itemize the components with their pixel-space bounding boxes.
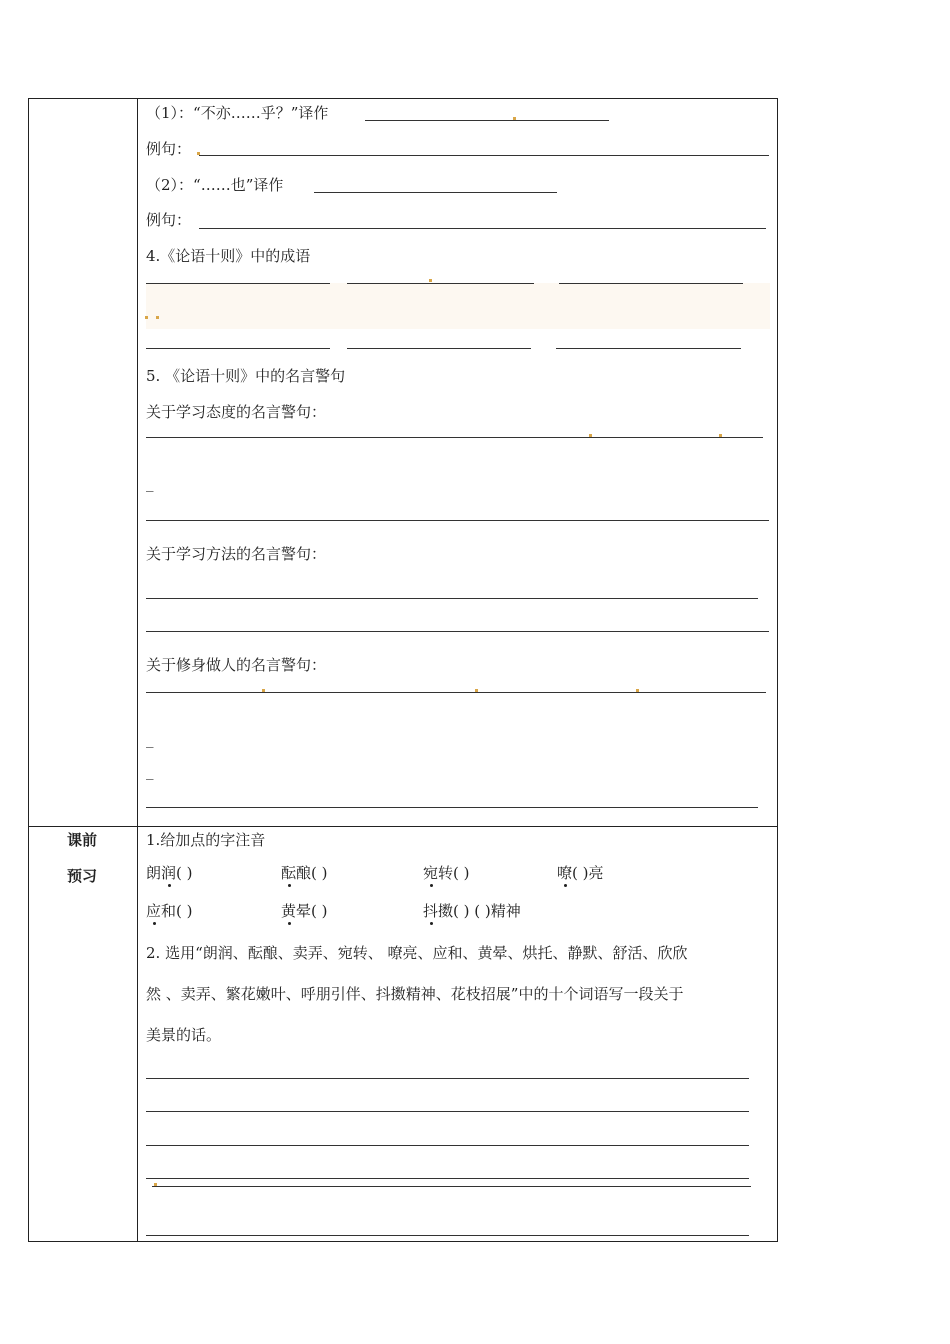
idiom-line[interactable] [559, 283, 743, 284]
highlight-band [146, 283, 770, 329]
q1-label: （1）：“不亦……乎？”译作 [146, 104, 329, 122]
row-label-preview-2: 预习 [67, 867, 98, 885]
mark [636, 689, 639, 692]
item5-heading: 5. 《论语十则》中的名言警句 [146, 367, 346, 385]
column-divider [137, 98, 138, 1242]
pinyin-item: 应和( ) [146, 902, 193, 920]
writing-question-line3: 美景的话。 [146, 1026, 222, 1044]
idiom-line[interactable] [556, 348, 741, 349]
q2-label: （2）：“……也”译作 [146, 176, 284, 194]
character-label: 关于修身做人的名言警句： [146, 656, 327, 674]
mark [513, 117, 516, 120]
idiom-line[interactable] [347, 348, 531, 349]
answer-line[interactable] [146, 598, 758, 599]
example-label: 例句： [146, 140, 192, 158]
item4-heading: 4.《论语十则》中的成语 [146, 247, 311, 265]
method-label: 关于学习方法的名言警句： [146, 545, 327, 563]
answer-line[interactable] [146, 520, 769, 521]
stray-mark: _ [146, 762, 154, 780]
writing-line[interactable] [146, 1111, 749, 1112]
writing-line[interactable] [146, 1178, 749, 1179]
writing-line[interactable] [146, 1078, 749, 1079]
pinyin-item: 黄晕( ) [281, 902, 328, 920]
stray-mark: _ [146, 730, 154, 748]
mark [589, 434, 592, 437]
attitude-label: 关于学习态度的名言警句： [146, 403, 327, 421]
writing-question-line1: 2. 选用“朗润、酝酿、卖弄、宛转、 嘹亮、应和、黄晕、烘托、静默、舒活、欣欣 [146, 944, 688, 962]
pinyin-item: 酝酿( ) [281, 864, 328, 882]
writing-line[interactable] [146, 1235, 749, 1236]
answer-line[interactable] [146, 807, 758, 808]
answer-line[interactable] [146, 437, 763, 438]
answer-line[interactable] [365, 120, 609, 121]
idiom-line[interactable] [146, 283, 330, 284]
idiom-line[interactable] [146, 348, 330, 349]
mark [429, 279, 432, 282]
writing-line[interactable] [152, 1186, 751, 1187]
answer-line[interactable] [146, 692, 766, 693]
writing-question-line2: 然 、卖弄、繁花嫩叶、呼朋引伴、抖擞精神、花枝招展”中的十个词语写一段关于 [146, 985, 684, 1003]
mark [719, 434, 722, 437]
row-divider [28, 826, 778, 827]
answer-line[interactable] [199, 228, 766, 229]
answer-line[interactable] [146, 631, 769, 632]
mark [156, 316, 159, 319]
pinyin-item: 宛转( ) [423, 864, 470, 882]
row-label-preview-1: 课前 [67, 831, 98, 849]
example-label: 例句： [146, 211, 192, 229]
idiom-line[interactable] [347, 283, 534, 284]
pinyin-question: 1.给加点的字注音 [146, 831, 266, 849]
writing-line[interactable] [146, 1145, 749, 1146]
pinyin-item: 抖擞( ) ( )精神 [423, 902, 521, 920]
answer-line[interactable] [314, 192, 557, 193]
pinyin-item: 朗润( ) [146, 864, 193, 882]
mark [197, 152, 200, 155]
mark [145, 316, 148, 319]
stray-mark: _ [146, 474, 154, 492]
answer-line[interactable] [199, 155, 769, 156]
mark [475, 689, 478, 692]
pinyin-item: 嘹( )亮 [557, 864, 604, 882]
mark [154, 1183, 157, 1186]
mark [262, 689, 265, 692]
worksheet-table [28, 98, 778, 1242]
